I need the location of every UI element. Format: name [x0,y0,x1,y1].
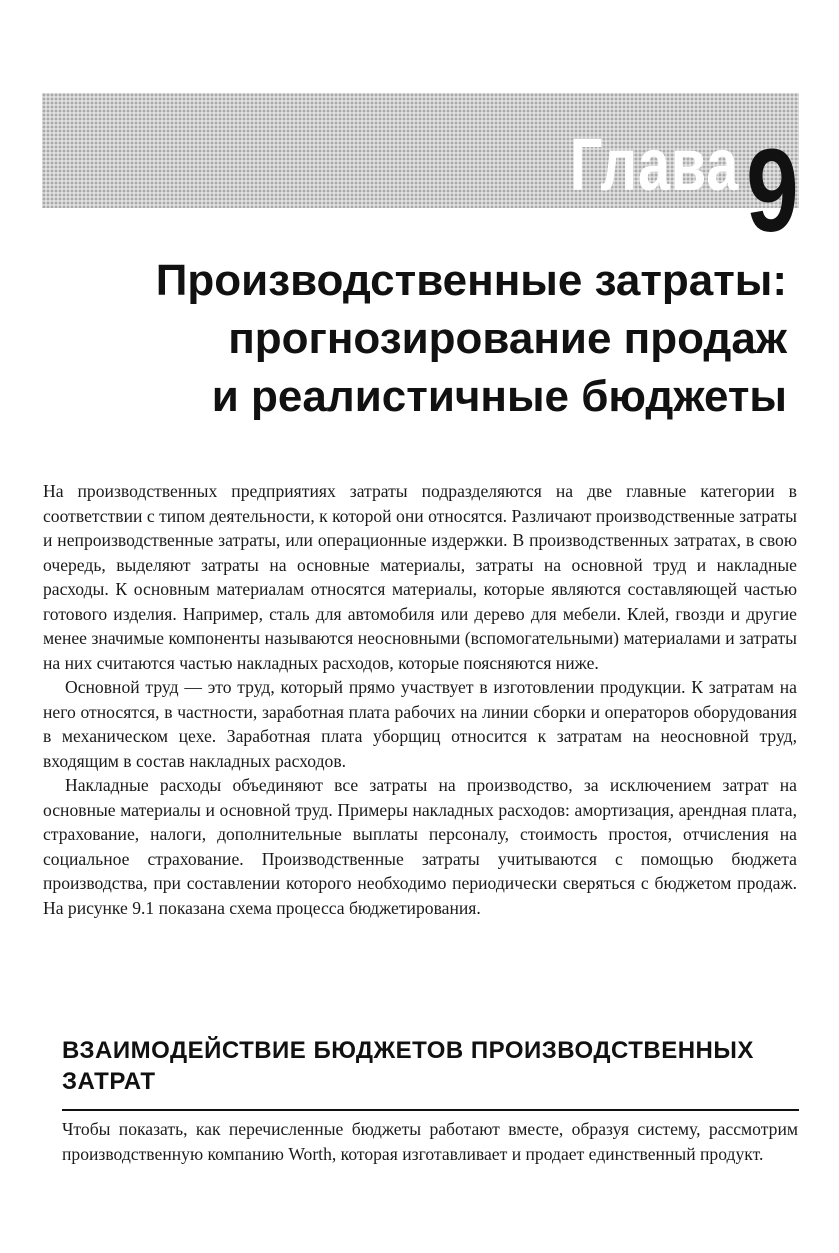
section-text [62,1117,798,1166]
body-text [43,479,797,920]
section-heading-line: ВЗАИМОДЕЙСТВИЕ БЮДЖЕТОВ ПРОИЗВОДСТВЕННЫХ [62,1037,754,1064]
chapter-title [67,252,787,426]
paragraph: На производственных предприятиях затраты подразделяются на две главные категории в соответствии с типом деятельности, к которой они относятся. Различают производственные затраты и непроизводственные затраты, или операционные издержки. В производственных затратах, в свою очередь, выделяют затраты на основные материалы, затраты на основной труд и накладные расходы. К основным материалам относятся материалы, которые являются составляющей частью готового изделия. Например, сталь для автомобиля или дерево для мебели. Клей, гвозди и другие менее значимые компоненты называются неосновными (вспомогательными) материалами и затраты на них считаются частью накладных расходов, которые поясняются ниже. [43,481,797,673]
section-divider [62,1109,799,1111]
chapter-title-line: прогнозирование продаж [228,314,787,363]
paragraph: Накладные расходы объединяют все затраты на производство, за исключением затрат на основные материалы и основной труд. Примеры накладных расходов: амортизация, арендная плата, страхование, налоги, дополнительные выплаты персоналу, стоимость простоя, отчисления на социальное страхование. Производственные затраты учитываются с помощью бюджета производства, при составлении которого необходимо периодически сверяться с бюджетом продаж. На рисунке 9.1 показана схема процесса бюджетирования. [43,775,797,918]
chapter-title-line: и реалистичные бюджеты [211,372,787,421]
paragraph: Чтобы показать, как перечисленные бюджеты работают вместе, образуя систему, рассмотрим производственную компанию Worth, которая изготавливает и продает единственный продукт. [62,1119,798,1164]
paragraph: Основной труд — это труд, который прямо участвует в изготовлении продукции. К затратам на него относятся, в частности, заработная плата рабочих на линии сборки и операторов оборудования в механическом цехе. Заработная плата уборщиц относится к затратам на неосновной труд, входящим в состав накладных расходов. [43,677,797,771]
chapter-number: 9 [746,125,799,257]
section-heading [62,1035,799,1097]
section-heading-line: ЗАТРАТ [62,1068,156,1095]
chapter-title-line: Производственные затраты: [155,256,787,305]
chapter-label: Глава [569,123,739,206]
